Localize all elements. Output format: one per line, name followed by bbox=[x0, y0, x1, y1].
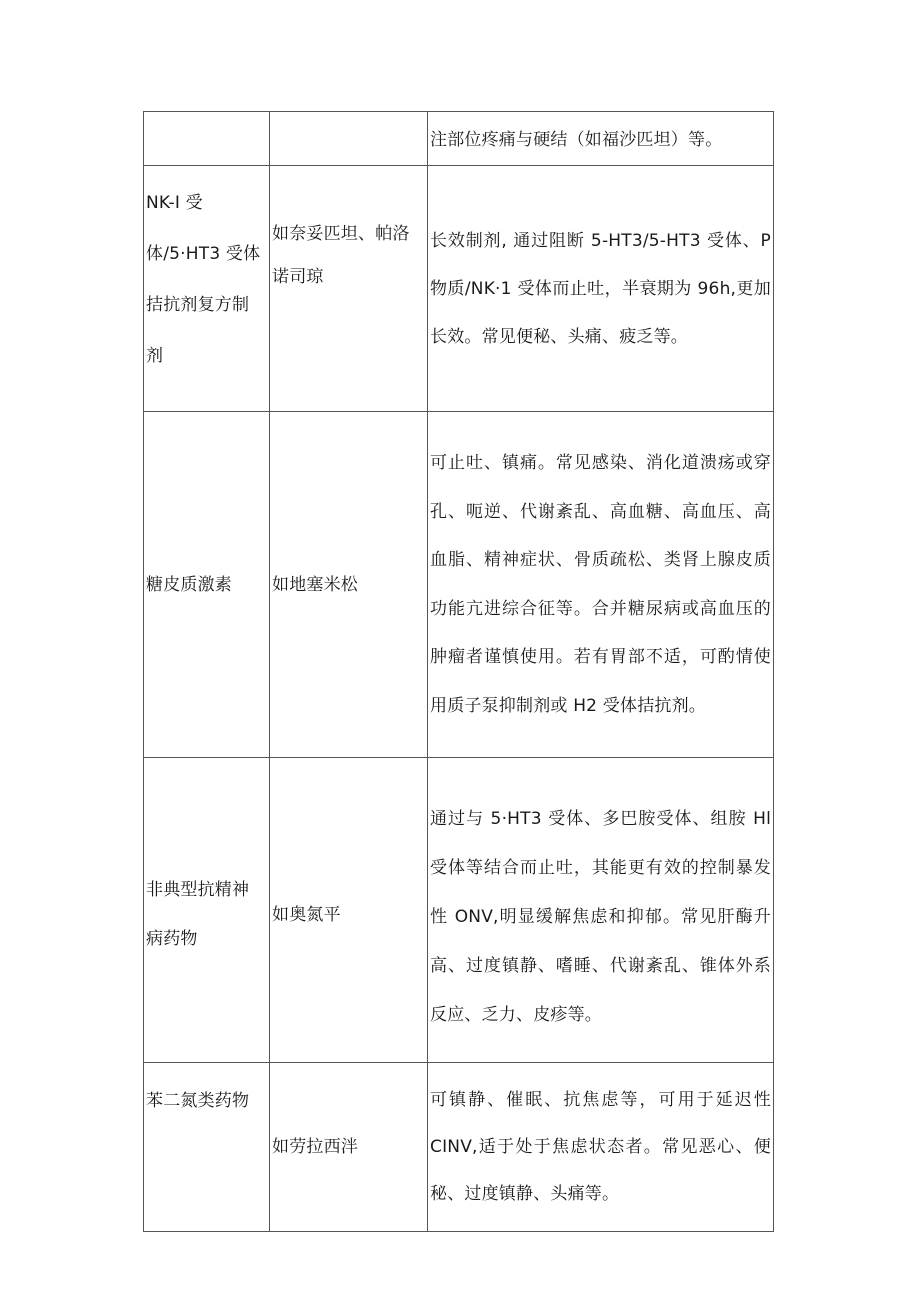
drug-category-cell: 苯二氮类药物 bbox=[144, 1063, 270, 1232]
drug-category-cell: NK-I 受体/5·HT3 受体拮抗剂复方制剂 bbox=[144, 166, 270, 412]
table-row bbox=[144, 758, 774, 1063]
drug-description-cell bbox=[428, 1063, 774, 1232]
drug-description-cell bbox=[428, 166, 774, 412]
drug-description-cell bbox=[428, 412, 774, 758]
drug-description-text: 通过与 5·HT3 受体、多巴胺受体、组胺 Hl 受体等结合而止吐，其能更有效的控制暴发性 ONV,明显缓解焦虑和抑郁。常见肝酶升高、过度镇静、嗜睡、代谢紊乱、锥体外系反应、乏力、皮疹等。 bbox=[430, 808, 771, 1025]
drug-category-cell: 糖皮质激素 bbox=[144, 412, 270, 758]
drug-example-cell: 如劳拉西泮 bbox=[270, 1063, 428, 1232]
table-row bbox=[144, 166, 774, 412]
table-row bbox=[144, 1063, 774, 1232]
drug-example-cell: 如地塞米松 bbox=[270, 412, 428, 758]
drug-description-cell bbox=[428, 758, 774, 1063]
drug-category-cell: 非典型抗精神病药物 bbox=[144, 758, 270, 1063]
drug-description-cell bbox=[428, 112, 774, 166]
drug-description-text: 可止吐、镇痛。常见感染、消化道溃疡或穿孔、呃逆、代谢紊乱、高血糖、高血压、高血脂、精神症状、骨质疏松、类肾上腺皮质功能亢进综合征等。合并糖尿病或高血压的肿瘤者谨慎使用。若有胃部不适，可酌情使用质子泵抑制剂或 H2 受体拮抗剂。 bbox=[430, 453, 771, 716]
drug-category-cell bbox=[144, 112, 270, 166]
table-row bbox=[144, 412, 774, 758]
drug-description-text: 可镇静、催眠、抗焦虑等，可用于延迟性 CINV,适于处于焦虑状态者。常见恶心、便秘、过度镇静、头痛等。 bbox=[430, 1089, 771, 1204]
drug-example-cell bbox=[270, 112, 428, 166]
antiemetic-drug-table bbox=[143, 111, 774, 1232]
table-row bbox=[144, 112, 774, 166]
drug-example-cell: 如奥氮平 bbox=[270, 758, 428, 1063]
drug-example-cell: 如奈妥匹坦、帕洛诺司琼 bbox=[270, 166, 428, 412]
drug-description-text: 长效制剂, 通过阻断 5-HT3/5-HT3 受体、P 物质/NK·1 受体而止吐，半衰期为 96h,更加长效。常见便秘、头痛、疲乏等。 bbox=[430, 230, 771, 347]
drug-description-text: 注部位疼痛与硬结（如福沙匹坦）等。 bbox=[430, 129, 723, 150]
